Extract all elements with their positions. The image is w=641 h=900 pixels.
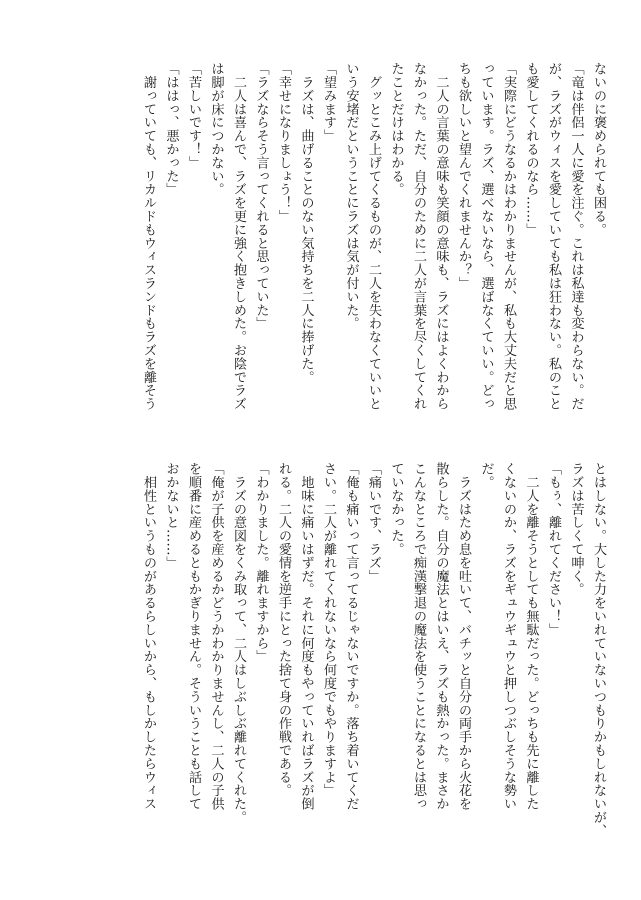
- text-line: いう安堵だということにラズは気が付いた。: [343, 62, 359, 330]
- text-line: 「ははっ、悪かった」: [163, 62, 179, 196]
- text-line: ラズは苦しくて呻く。: [568, 462, 584, 596]
- text-line: 「竜は伴侶一人に愛を注ぐ。これは私達も変わらない。だ: [568, 62, 584, 411]
- text-line: くないのか、ラズをギュウギュウと押しつぶしそうな勢い: [501, 462, 516, 811]
- text-line: 「望みます」: [321, 62, 336, 143]
- text-line: が、ラズがウィスを愛していても私は狂わない。私のこと: [546, 62, 561, 411]
- text-line: グッとこみ上げてくるものが、二人を失わなくていいと: [366, 62, 381, 411]
- top-text-block: [137, 62, 610, 434]
- text-line: は脚が床につかない。: [208, 62, 224, 196]
- text-line: 「もぅ、離れてください！」: [546, 462, 561, 637]
- text-line: も愛してくれるのなら……」: [523, 62, 539, 237]
- text-line: なかった。ただ、自分のために二人が言葉を尽くしてくれ: [411, 62, 426, 411]
- text-line: 二人は喜んで、ラズを更に強く抱きしめた。お陰でラズ: [231, 62, 246, 411]
- text-line: 「幸せになりましょう！」: [276, 62, 291, 223]
- text-line: ていなかった。: [388, 462, 404, 556]
- text-line: ないのに褒められても困る。: [591, 62, 606, 237]
- text-line: を順番に産めるともかぎりません。そういうことも話して: [186, 462, 201, 811]
- text-line: とはしない。大した力をいれていないつもりかもしれないが、: [591, 462, 606, 838]
- text-line: 「苦しいです！」: [186, 62, 201, 170]
- text-line: だ。: [478, 462, 494, 489]
- text-line: 「俺が子供を産めるかどうかわかりませんし、二人の子供: [208, 462, 224, 811]
- text-line: ラズはため息を吐いて、バチッと自分の両手から火花を: [456, 462, 471, 811]
- text-line: おかないと……」: [163, 462, 179, 570]
- text-line: っています。ラズ、選べないなら、選ばなくていい。どっ: [478, 62, 494, 411]
- text-line: れる。二人の愛情を逆手にとった捨て身の作戦である。: [276, 462, 291, 797]
- text-line: たことだけはわかる。: [388, 62, 404, 196]
- text-line: 「わかりました。離れますから」: [253, 462, 269, 663]
- text-line: さい。二人が離れてくれないなら何度でもやりますよ」: [321, 462, 336, 797]
- text-line: こんなところで痴漢撃退の魔法を使うことになるとは思っ: [411, 462, 426, 811]
- text-line: 謝っていても、リカルドもウィスランドもラズを離そう: [141, 62, 156, 411]
- text-line: ちも欲しいと望んでくれませんか？」: [456, 62, 471, 290]
- text-line: ラズの意図をくみ取って、二人はしぶしぶ離れてくれた。: [231, 462, 246, 824]
- text-line: 「実際にどうなるかはわかりませんが、私も大丈夫だと思: [501, 62, 516, 411]
- text-line: 「痛いです、ラズ」: [366, 462, 381, 583]
- text-line: 地味に痛いはずだ。それに何度もやっていればラズが倒: [298, 462, 314, 811]
- text-line: 相性というものがあるらしいから、もしかしたらウィス: [141, 462, 156, 811]
- text-line: 散らした。自分の魔法とはいえ、ラズも熱かった。まさか: [433, 462, 449, 811]
- text-line: 「俺も痛いって言ってるじゃないですか。落ち着いてくだ: [343, 462, 359, 811]
- text-line: 二人の言葉の意味も笑顔の意味も、ラズにはよくわから: [433, 62, 449, 411]
- text-line: 二人を離そうとしても無駄だった。どっちも先に離した: [523, 462, 539, 811]
- text-line: ラズは、曲げることのない気持ちを二人に捧げた。: [298, 62, 314, 384]
- text-line: 「ラズならそう言ってくれると思っていた」: [253, 62, 269, 330]
- bottom-text-block: [137, 462, 610, 838]
